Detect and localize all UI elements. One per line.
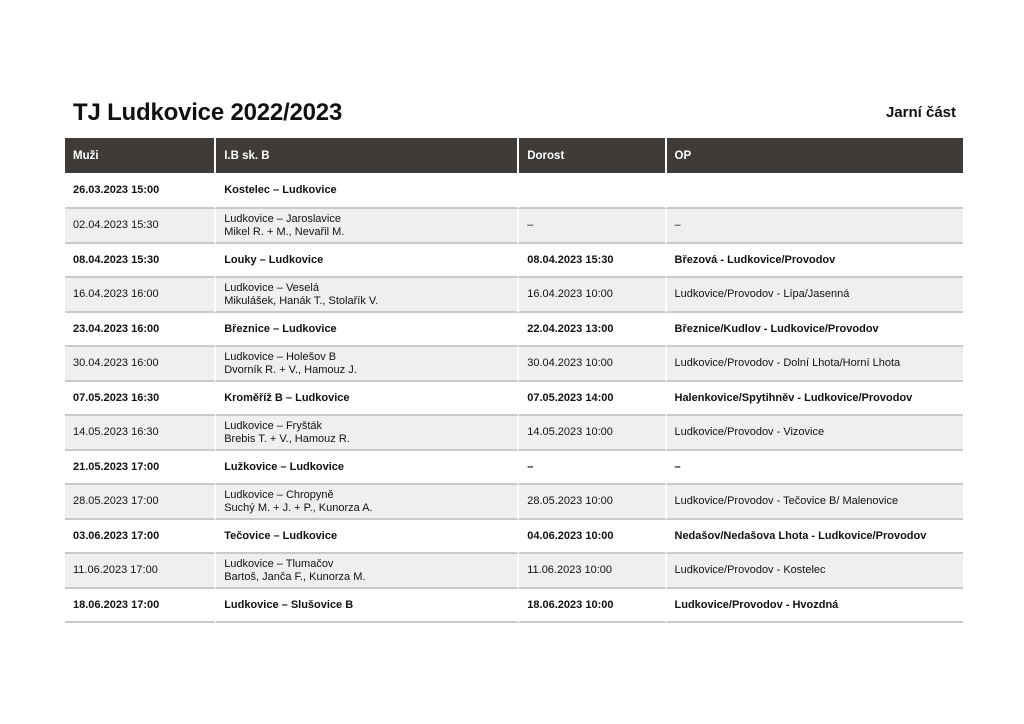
op-match: Ludkovice/Provodov - Kostelec [667, 554, 964, 589]
match-cell [216, 416, 519, 451]
match-cell [216, 209, 519, 244]
column-header-league: I.B sk. B [216, 138, 519, 173]
dorost-date: – [519, 451, 666, 485]
match-teams: Ludkovice – Jaroslavice [224, 212, 341, 225]
dorost-date [519, 173, 666, 209]
op-match: Ludkovice/Provodov - Hvozdná [667, 589, 964, 623]
match-cell [216, 313, 519, 347]
op-match: – [667, 451, 964, 485]
dorost-date: 18.06.2023 10:00 [519, 589, 666, 623]
organizers-list: Bartoš, Janča F., Kunorza M. [224, 570, 366, 583]
dorost-date: 04.06.2023 10:00 [519, 520, 666, 554]
op-match: Nedašov/Nedašova Lhota - Ludkovice/Provodov [667, 520, 964, 554]
match-date: 08.04.2023 15:30 [65, 244, 216, 278]
op-match: Ludkovice/Provodov - Lípa/Jasenná [667, 278, 964, 313]
match-cell [216, 520, 519, 554]
match-date: 07.05.2023 16:30 [65, 382, 216, 416]
op-match: Ludkovice/Provodov - Vizovice [667, 416, 964, 451]
match-cell [216, 278, 519, 313]
column-header-op: OP [667, 138, 964, 173]
schedule-table [65, 138, 963, 623]
table-row [65, 173, 963, 209]
match-date: 11.06.2023 17:00 [65, 554, 216, 589]
op-match: Ludkovice/Provodov - Dolní Lhota/Horní Lhota [667, 347, 964, 382]
match-teams: Ludkovice – Tlumačov [224, 557, 334, 570]
organizers-list: Mikulášek, Hanák T., Stolařík V. [224, 294, 379, 307]
match-cell [216, 347, 519, 382]
organizers-list: Suchý M. + J. + P., Kunorza A. [224, 501, 373, 514]
match-cell [216, 382, 519, 416]
match-teams: Ludkovice – Holešov B [224, 350, 337, 363]
match-cell [216, 244, 519, 278]
op-match [667, 173, 964, 209]
op-match: – [667, 209, 964, 244]
dorost-date: 28.05.2023 10:00 [519, 485, 666, 520]
match-teams: Lužkovice – Ludkovice [224, 460, 345, 473]
dorost-date: 14.05.2023 10:00 [519, 416, 666, 451]
match-cell [216, 451, 519, 485]
organizers-list: Dvorník R. + V., Hamouz J. [224, 363, 357, 376]
match-date: 30.04.2023 16:00 [65, 347, 216, 382]
table-row [65, 485, 963, 520]
dorost-date: 16.04.2023 10:00 [519, 278, 666, 313]
match-date: 03.06.2023 17:00 [65, 520, 216, 554]
table-row [65, 589, 963, 623]
match-teams: Tečovice – Ludkovice [224, 529, 338, 542]
op-match: Ludkovice/Provodov - Tečovice B/ Malenovice [667, 485, 964, 520]
match-teams: Ludkovice – Slušovice B [224, 598, 354, 611]
match-date: 28.05.2023 17:00 [65, 485, 216, 520]
match-teams: Březnice – Ludkovice [224, 322, 337, 335]
season-part-label: Jarní část [885, 104, 956, 121]
dorost-date: 07.05.2023 14:00 [519, 382, 666, 416]
match-date: 14.05.2023 16:30 [65, 416, 216, 451]
organizers-list: Brebis T. + V., Hamouz R. [224, 432, 350, 445]
match-teams: Ludkovice – Fryšták [224, 419, 323, 432]
dorost-date: 08.04.2023 15:30 [519, 244, 666, 278]
match-cell [216, 485, 519, 520]
match-date: 18.06.2023 17:00 [65, 589, 216, 623]
table-row [65, 451, 963, 485]
column-header-dorost: Dorost [519, 138, 666, 173]
op-match: Halenkovice/Spytihněv - Ludkovice/Provodov [667, 382, 964, 416]
dorost-date: 22.04.2023 13:00 [519, 313, 666, 347]
page-title: TJ Ludkovice 2022/2023 [73, 99, 343, 126]
match-teams: Ludkovice – Chropyně [224, 488, 334, 501]
match-teams: Kostelec – Ludkovice [224, 183, 337, 196]
match-teams: Louky – Ludkovice [224, 253, 324, 266]
match-date: 21.05.2023 17:00 [65, 451, 216, 485]
table-header-row [65, 138, 963, 173]
match-cell [216, 589, 519, 623]
table-row [65, 313, 963, 347]
table-row [65, 520, 963, 554]
organizers-list: Mikel R. + M., Nevařil M. [224, 225, 345, 238]
op-match: Březová - Ludkovice/Provodov [667, 244, 964, 278]
op-match: Březnice/Kudlov - Ludkovice/Provodov [667, 313, 964, 347]
table-row [65, 554, 963, 589]
table-row [65, 382, 963, 416]
column-header-muzi: Muži [65, 138, 216, 173]
match-teams: Kroměříž B – Ludkovice [224, 391, 350, 404]
dorost-date: – [519, 209, 666, 244]
dorost-date: 11.06.2023 10:00 [519, 554, 666, 589]
table-row [65, 278, 963, 313]
match-date: 23.04.2023 16:00 [65, 313, 216, 347]
table-row [65, 347, 963, 382]
match-date: 02.04.2023 15:30 [65, 209, 216, 244]
match-date: 26.03.2023 15:00 [65, 173, 216, 209]
table-row [65, 209, 963, 244]
match-cell [216, 173, 519, 209]
match-cell [216, 554, 519, 589]
match-date: 16.04.2023 16:00 [65, 278, 216, 313]
table-row [65, 416, 963, 451]
table-row [65, 244, 963, 278]
match-teams: Ludkovice – Veselá [224, 281, 319, 294]
dorost-date: 30.04.2023 10:00 [519, 347, 666, 382]
